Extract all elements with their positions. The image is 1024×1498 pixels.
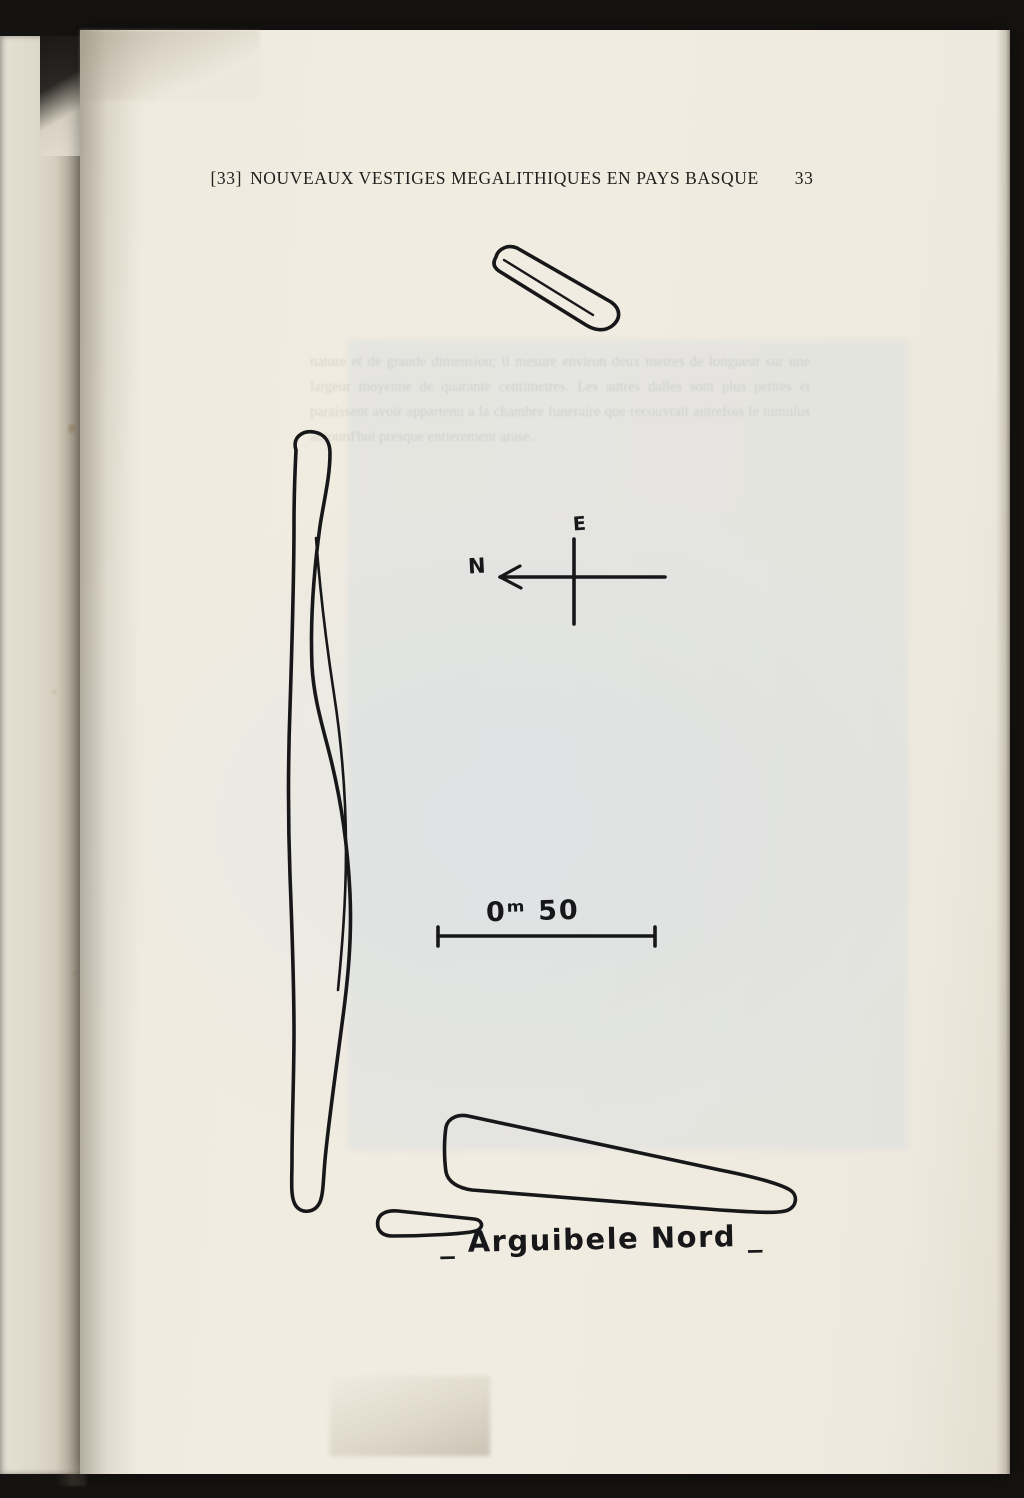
facing-page-left	[0, 36, 92, 1474]
page-recto	[80, 30, 1010, 1474]
verso-showthrough-text: nature et de grande dimension; il mesure environ deux metres de longueur sur une largeur moyenne de quarante centimetres. Les autres dalles sont plus petites et paraissent avoir appartenu a la chambre funeraire que recouvrait autrefois le tumulus aujourd'hui presque entierement arase.	[310, 354, 810, 445]
running-head	[0, 168, 1024, 189]
running-head-bracket: [33]	[210, 168, 243, 188]
compass-label-north: N	[467, 553, 487, 579]
foxing-spot	[52, 690, 56, 694]
page-inner-shadow	[80, 30, 140, 1474]
compass-label-east: E	[572, 512, 587, 536]
foxing-spot	[68, 424, 75, 433]
page-top-fold	[80, 30, 260, 100]
figure-caption: _ Arguibele Nord _	[439, 1218, 764, 1260]
page-outer-edge	[996, 30, 1010, 1474]
page-number: 33	[794, 168, 814, 188]
foxing-spot	[72, 971, 77, 976]
running-head-title: NOUVEAUX VESTIGES MEGALITHIQUES EN PAYS BASQUE	[250, 168, 759, 188]
page-bottom-fold	[330, 1376, 490, 1456]
scale-label: 0ᵐ 50	[485, 894, 581, 929]
